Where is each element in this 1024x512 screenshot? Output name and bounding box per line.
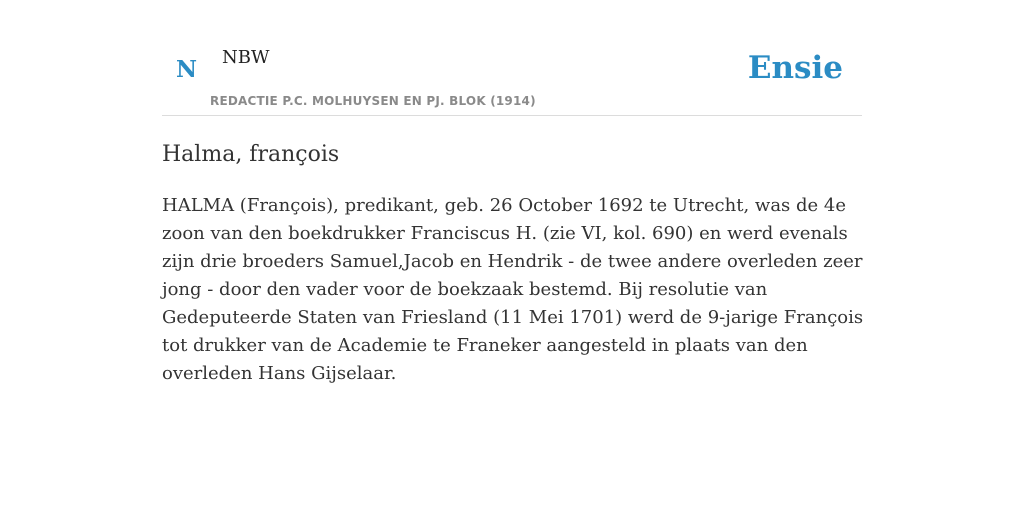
ensie-logo[interactable]: Ensie xyxy=(747,50,843,86)
source-logo[interactable]: N xyxy=(176,56,198,83)
page xyxy=(162,0,862,388)
source-name[interactable]: NBW xyxy=(222,47,270,68)
source-subtitle: REDACTIE P.C. MOLHUYSEN EN PJ. BLOK (1914) xyxy=(210,94,536,108)
source-header xyxy=(162,0,862,116)
article-title: Halma, françois xyxy=(162,142,340,167)
article-body: HALMA (François), predikant, geb. 26 October 1692 te Utrecht, was de 4e zoon van den boekdrukker Franciscus H. (zie VI, kol. 690) en werd evenals zijn drie broeders Samuel,Jacob en Hendrik - de twee andere overleden zeer jong - door den vader voor de boekzaak bestemd. Bij resolutie van Gedeputeerde Staten van Friesland (11 Mei 1701) werd de 9-jarige François tot drukker van de Academie te Franeker aangesteld in plaats van den overleden Hans Gijselaar. xyxy=(162,195,864,384)
